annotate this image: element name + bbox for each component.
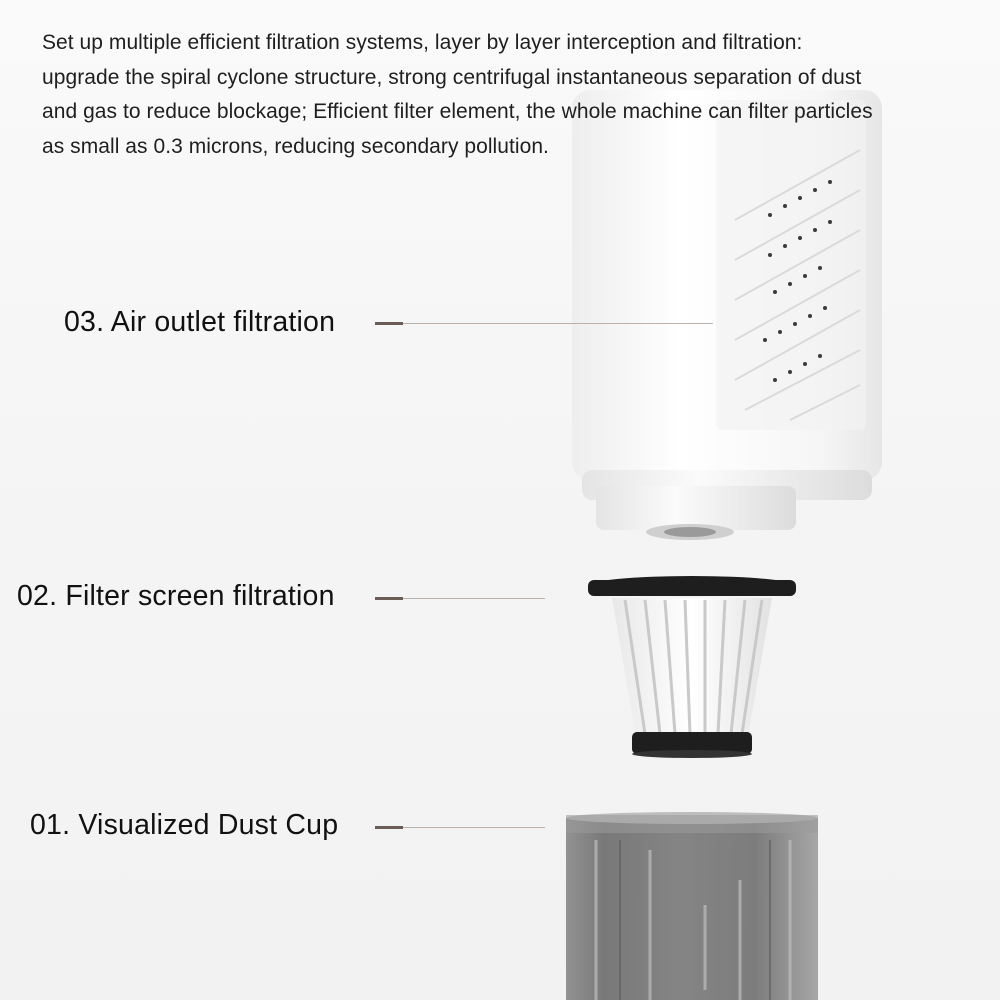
leader-accent: [375, 322, 403, 325]
leader-line: [403, 827, 545, 828]
leader-accent: [375, 597, 403, 600]
leader-line: [403, 598, 545, 599]
leader-line: [403, 323, 713, 324]
callout-dust-cup: [0, 805, 1000, 845]
callout-label-dust-cup: 01. Visualized Dust Cup: [30, 809, 339, 841]
callout-air-outlet: [0, 302, 1000, 342]
leader-accent: [375, 826, 403, 829]
callout-filter-screen: [0, 576, 1000, 616]
callout-label-air-outlet: 03. Air outlet filtration: [64, 306, 336, 338]
callout-label-filter-screen: 02. Filter screen filtration: [17, 580, 335, 612]
intro-paragraph: Set up multiple efficient filtration systems, layer by layer interception and filtration: upgrade the spiral cyclone structure, strong centrifugal instantaneous separation of dust and gas to reduce blockage; Efficient filter element, the whole machine can filter particles as small as 0.3 microns, reducing secondary pollution.: [42, 31, 873, 158]
